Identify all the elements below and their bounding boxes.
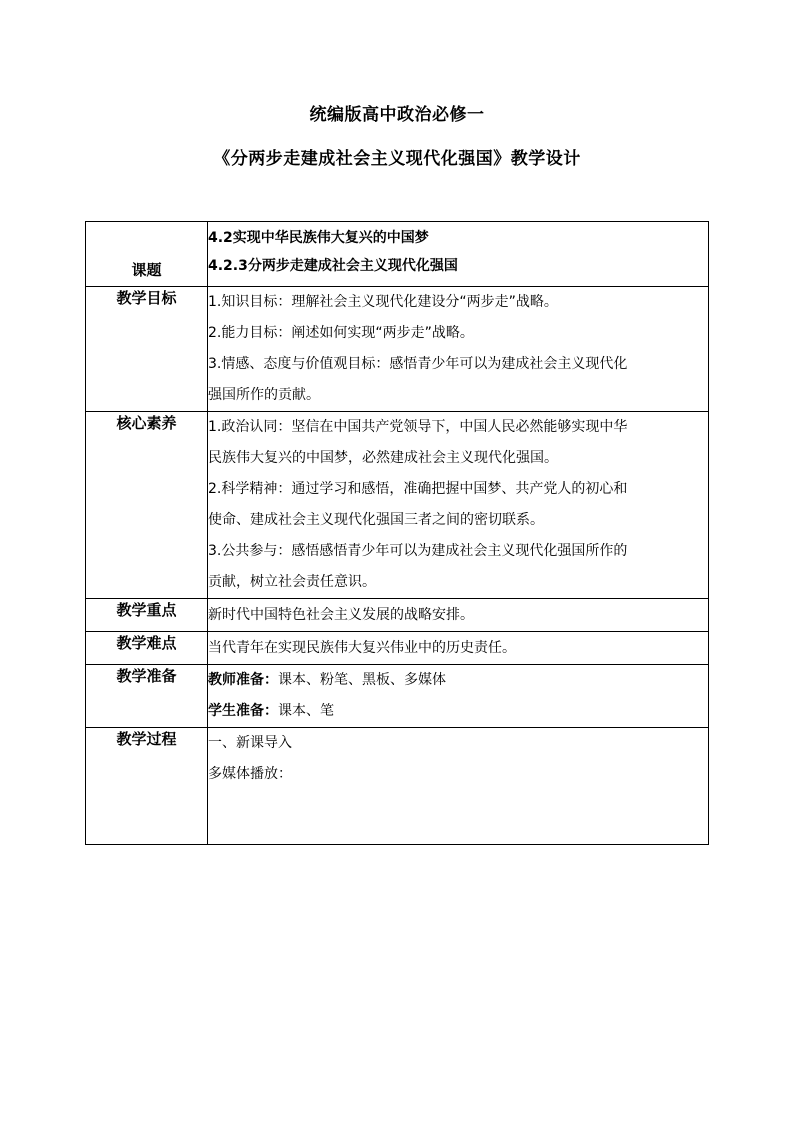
- teacher-preparation-label: 教师准备：: [208, 672, 278, 688]
- student-preparation: [208, 696, 708, 727]
- difficult-point-text: 当代青年在实现民族伟大复兴伟业中的历史责任。: [208, 640, 516, 656]
- lesson-plan-table: [85, 221, 709, 845]
- label-topic: 课题: [86, 222, 208, 287]
- document-title-line-2: 《分两步走建成社会主义现代化强国》教学设计: [213, 149, 581, 169]
- label-preparation: 教学准备: [86, 665, 208, 728]
- row-core-literacy: [86, 412, 709, 599]
- literacy-line-2: 民族伟大复兴的中国梦，必然建成社会主义现代化强国。: [208, 450, 558, 466]
- topic-content: [208, 222, 709, 287]
- key-point-text: 新时代中国特色社会主义发展的战略安排。: [208, 607, 474, 623]
- literacy-line-6: 贡献，树立社会责任意识。: [208, 574, 376, 590]
- preparation-content: [208, 665, 709, 728]
- objective-line-3: 3.情感、态度与价值观目标：感悟青少年可以为建成社会主义现代化: [208, 356, 628, 372]
- document-title-line-1: 统编版高中政治必修一: [309, 105, 485, 125]
- objective-line-2: 2.能力目标：阐述如何实现“两步走”战略。: [208, 325, 474, 341]
- row-difficult-point: [86, 632, 709, 665]
- process-line-2: 多媒体播放：: [208, 766, 292, 782]
- literacy-line-4: 使命、建成社会主义现代化强国三者之间的密切联系。: [208, 512, 544, 528]
- difficult-point-content: [208, 632, 709, 665]
- teacher-preparation: [208, 665, 708, 696]
- row-teaching-objectives: [86, 287, 709, 412]
- label-teaching-process: 教学过程: [86, 728, 208, 845]
- literacy-line-5: 3.公共参与：感悟感悟青少年可以为建成社会主义现代化强国所作的: [208, 543, 628, 559]
- row-preparation: [86, 665, 709, 728]
- row-topic: [86, 222, 709, 287]
- label-key-point: 教学重点: [86, 599, 208, 632]
- teacher-preparation-value: 课本、粉笔、黑板、多媒体: [278, 672, 446, 688]
- topic-line-2: 4.2.3分两步走建成社会主义现代化强国: [208, 258, 458, 274]
- literacy-line-3: 2.科学精神：通过学习和感悟，准确把握中国梦、共产党人的初心和: [208, 481, 628, 497]
- teaching-objectives-content: [208, 287, 709, 412]
- objective-line-1: 1.知识目标：理解社会主义现代化建设分“两步走”战略。: [208, 294, 558, 310]
- row-teaching-process: [86, 728, 709, 845]
- label-teaching-objectives: 教学目标: [86, 287, 208, 412]
- core-literacy-content: [208, 412, 709, 599]
- row-key-point: [86, 599, 709, 632]
- literacy-line-1: 1.政治认同：坚信在中国共产党领导下，中国人民必然能够实现中华: [208, 419, 628, 435]
- student-preparation-label: 学生准备：: [208, 703, 278, 719]
- topic-line-1: 4.2实现中华民族伟大复兴的中国梦: [208, 230, 429, 246]
- objective-line-4: 强国所作的贡献。: [208, 387, 320, 403]
- label-core-literacy: 核心素养: [86, 412, 208, 599]
- process-line-1: 一、新课导入: [208, 735, 292, 751]
- key-point-content: [208, 599, 709, 632]
- label-difficult-point: 教学难点: [86, 632, 208, 665]
- teaching-process-content: [208, 728, 709, 845]
- student-preparation-value: 课本、笔: [278, 703, 334, 719]
